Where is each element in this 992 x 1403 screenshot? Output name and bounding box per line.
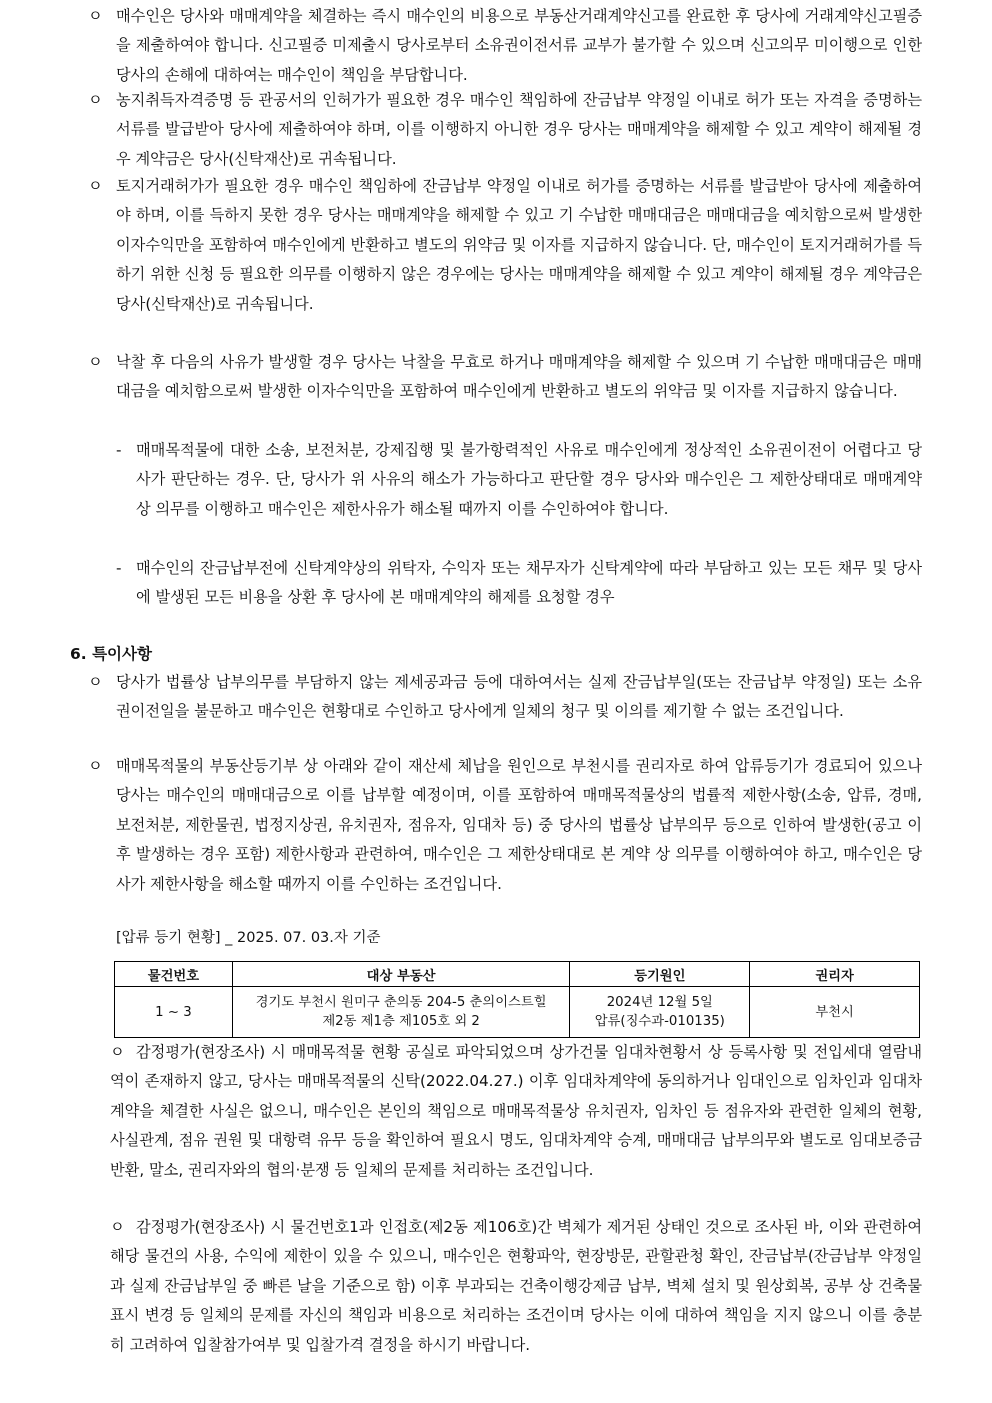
bullet-mark: ㅇ [88, 7, 103, 25]
table-caption: [압류 등기 현황] _ 2025. 07. 03.자 기준 [116, 930, 381, 946]
header-right-holder: 권리자 [750, 962, 920, 987]
cell-item-no: 1 ~ 3 [115, 987, 233, 1038]
bullet-mark: ㅇ [88, 353, 103, 371]
section-heading: 6. 특이사항 [70, 645, 152, 663]
bullet-mark: ㅇ [110, 1218, 125, 1236]
item-text: 감정평가(현장조사) 시 매매목적물 현황 공실로 파악되었으며 상가건물 임대차현황서 상 등록사항 및 전입세대 열람내역이 존재하지 않고, 당사는 매매목적물의 신탁(2022.04.27.) 이후 임대차계약에 동의하거나 임대인으로 임차인과 임대차계약을 체결한 사실은 없으니, 매수인은 본인의 책임으로 매매목적물상 유치권자, 임차인 등 점유자와 관련한 일체의 현황, 사실관계, 점유 권원 및 대항력 유무 등을 확인하여 필요시 명도, 임대차계약 승계, 매매대금 납부의무와 별도로 임대보증금 반환, 말소, 권리자와의 협의·분쟁 등 일체의 문제를 처리하는 조건입니다. [110, 1043, 922, 1179]
item-text: 낙찰 후 다음의 사유가 발생할 경우 당사는 낙찰을 무효로 하거나 매매계약을 해제할 수 있으며 기 수납한 매매대금은 매매대금을 예치함으로써 발생한 이자수익만을 포함하여 매수인에게 반환하고 별도의 위약금 및 이자를 지급하지 않습니다. [116, 353, 922, 401]
bullet-mark: ㅇ [88, 91, 103, 109]
list-item [88, 752, 922, 899]
item-text: 토지거래허가가 필요한 경우 매수인 책임하에 잔금납부 약정일 이내로 허가를 증명하는 서류를 발급받아 당사에 제출하여야 하며, 이를 득하지 못한 경우 당사는 매매계약을 해제할 수 있고 기 수납한 매매대금은 매매대금을 예치함으로써 발생한 이자수익만을 포함하여 매수인에게 반환하고 별도의 위약금 및 이자를 지급하지 않습니다. 단, 매수인이 토지거래허가를 득하기 위한 신청 등 필요한 의무를 이행하지 않은 경우에는 당사는 매매계약을 해제할 수 있고 계약이 해제될 경우 계약금은 당사(신탁재산)로 귀속됩니다. [116, 177, 922, 313]
header-property: 대상 부동산 [232, 962, 570, 987]
list-item [88, 86, 922, 174]
list-item [88, 2, 922, 90]
cell-registration-cause [570, 987, 750, 1038]
cause-line-1: 2024년 12월 5일 [606, 995, 713, 1010]
seizure-registration-table [114, 961, 920, 1038]
list-item [110, 1038, 922, 1185]
sub-item-text: 매수인의 잔금납부전에 신탁계약상의 위탁자, 수익자 또는 채무자가 신탁계약에 따라 부담하고 있는 모든 채무 및 당사에 발생된 모든 비용을 상환 후 당사에 본 매매계약의 해제를 요청할 경우 [136, 559, 922, 607]
header-registration-cause: 등기원인 [570, 962, 750, 987]
item-text: 매수인은 당사와 매매계약을 체결하는 즉시 매수인의 비용으로 부동산거래계약신고를 완료한 후 당사에 거래계약신고필증을 제출하여야 합니다. 신고필증 미제출시 당사로부터 소유권이전서류 교부가 불가할 수 있으며 신고의무 미이행으로 인한 당사의 손해에 대하여는 매수인이 책임을 부담합니다. [116, 7, 922, 84]
table-row [115, 987, 920, 1038]
header-item-no: 물건번호 [115, 962, 233, 987]
list-item [88, 172, 922, 319]
cause-line-2: 압류(징수과-010135) [594, 1014, 725, 1029]
dash-mark: - [116, 441, 122, 459]
sub-list-item [116, 554, 922, 613]
cell-property [232, 987, 570, 1038]
list-item [88, 348, 922, 407]
sub-list-item [116, 436, 922, 524]
list-item [88, 668, 922, 727]
table-header-row [115, 962, 920, 987]
item-text: 농지취득자격증명 등 관공서의 인허가가 필요한 경우 매수인 책임하에 잔금납부 약정일 이내로 허가 또는 자격을 증명하는 서류를 발급받아 당사에 제출하여야 하며, 이를 이행하지 아니한 경우 당사는 매매계약을 해제할 수 있고 계약이 해제될 경우 계약금은 당사(신탁재산)로 귀속됩니다. [116, 91, 922, 168]
bullet-mark: ㅇ [110, 1043, 125, 1061]
bullet-mark: ㅇ [88, 673, 103, 691]
item-text: 감정평가(현장조사) 시 물건번호1과 인접호(제2동 제106호)간 벽체가 제거된 상태인 것으로 조사된 바, 이와 관련하여 해당 물건의 사용, 수익에 제한이 있을 수 있으니, 매수인은 현황파악, 현장방문, 관할관청 확인, 잔금납부(잔금납부 약정일과 실제 잔금납부일 중 빠른 날을 기준으로 함) 이후 부과되는 건축이행강제금 납부, 벽체 설치 및 원상회복, 공부 상 건축물 표시 변경 등 일체의 문제를 자신의 책임과 비용으로 처리하는 조건이며 당사는 이에 대하여 책임을 지지 않으니 이를 충분히 고려하여 입찰참가여부 및 입찰가격 결정을 하시기 바랍니다. [110, 1218, 922, 1354]
cell-right-holder: 부천시 [750, 987, 920, 1038]
sub-item-text: 매매목적물에 대한 소송, 보전처분, 강제집행 및 불가항력적인 사유로 매수인에게 정상적인 소유권이전이 어렵다고 당사가 판단하는 경우. 단, 당사가 위 사유의 해소가 가능하다고 판단할 경우 당사와 매수인은 그 제한상태대로 매매계약상 의무를 이행하고 매수인은 제한사유가 해소될 때까지 이를 수인하여야 합니다. [136, 441, 922, 518]
property-line-2: 제2동 제1층 제105호 외 2 [322, 1014, 480, 1029]
list-item [110, 1213, 922, 1360]
item-text: 당사가 법률상 납부의무를 부담하지 않는 제세공과금 등에 대하여서는 실제 잔금납부일(또는 잔금납부 약정일) 또는 소유권이전일을 불문하고 매수인은 현황대로 수인하고 당사에게 일체의 청구 및 이의를 제기할 수 없는 조건입니다. [116, 673, 922, 721]
item-text: 매매목적물의 부동산등기부 상 아래와 같이 재산세 체납을 원인으로 부천시를 권리자로 하여 압류등기가 경료되어 있으나 당사는 매수인의 매매대금으로 이를 납부할 예정이며, 이를 포함하여 매매목적물상의 법률적 제한사항(소송, 압류, 경매, 보전처분, 제한물권, 법정지상권, 유치권자, 점유자, 임대차 등) 중 당사의 법률상 납부의무 등으로 인하여 발생한(공고 이후 발생하는 경우 포함) 제한사항과 관련하여, 매수인은 그 제한상태대로 본 계약 상 의무를 이행하여야 하고, 매수인은 당사가 제한사항을 해소할 때까지 이를 수인하는 조건입니다. [116, 757, 922, 893]
property-line-1: 경기도 부천시 원미구 춘의동 204-5 춘의이스트힐 [255, 995, 547, 1010]
bullet-mark: ㅇ [88, 757, 103, 775]
dash-mark: - [116, 559, 122, 577]
bullet-mark: ㅇ [88, 177, 103, 195]
